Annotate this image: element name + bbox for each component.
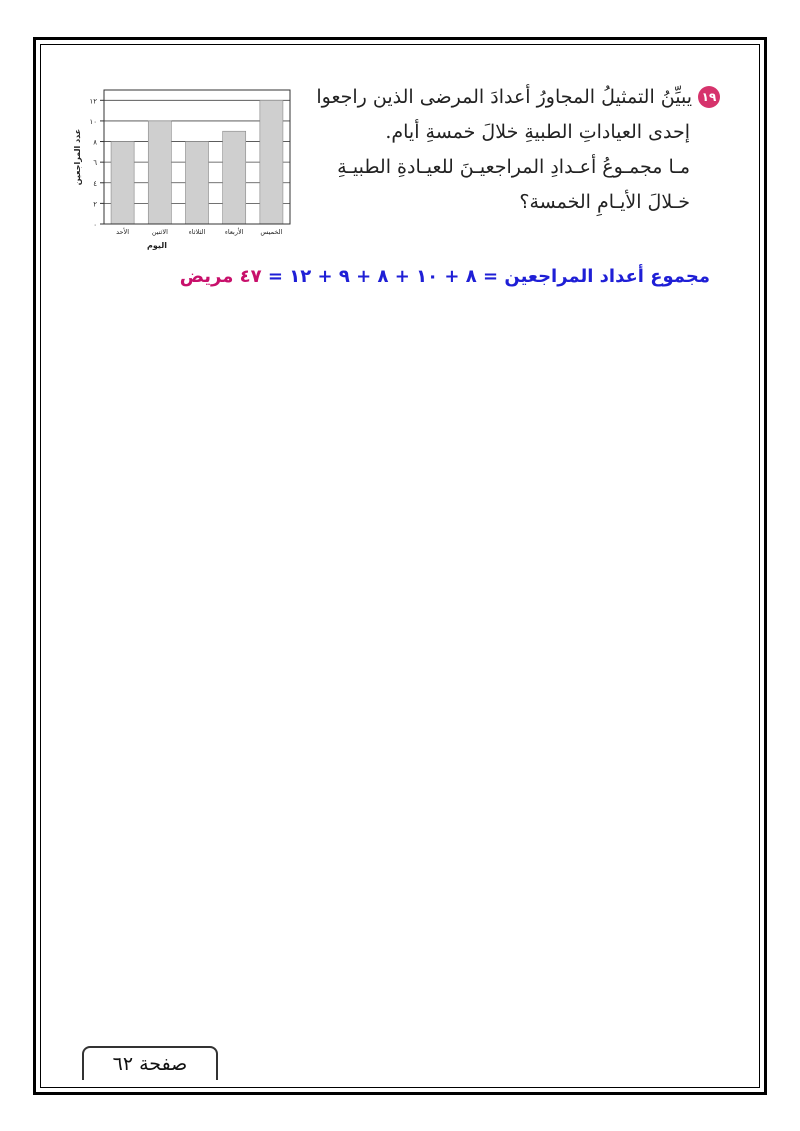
- answer-line: [180, 266, 710, 287]
- question-line-4: خـلالَ الأيـامِ الخمسة؟: [519, 191, 690, 213]
- y-axis-label: عدد المراجعين: [73, 128, 82, 186]
- bar: [111, 142, 134, 224]
- page-number-tab: صفحة ٦٢: [82, 1046, 218, 1080]
- x-axis-label: اليوم: [147, 241, 167, 250]
- x-tick-label: الخميس: [260, 228, 283, 236]
- y-tick-label: ٢: [93, 200, 97, 209]
- x-tick-label: الأحد: [116, 228, 130, 236]
- question-line-3: مـا مجمـوعُ أعـدادِ المراجعيـنَ للعيـادةِ الطبيـةِ: [337, 156, 690, 178]
- y-tick-label: ١٠: [89, 117, 97, 126]
- x-tick-label: الاثنين: [151, 228, 168, 236]
- question-block: [300, 80, 720, 220]
- y-tick-label: ٠: [93, 221, 97, 229]
- answer-expression: = ٨ + ١٠ + ٨ + ٩ + ١٢ =: [261, 266, 499, 287]
- x-tick-label: الثلاثاء: [188, 228, 206, 236]
- y-tick-label: ٤: [93, 179, 97, 188]
- question-number-badge: ١٩: [698, 86, 720, 108]
- answer-label: مجموع أعداد المراجعين: [504, 266, 710, 287]
- bar-chart-svg: [70, 84, 295, 254]
- bar-chart: [70, 84, 295, 254]
- bar: [185, 142, 208, 224]
- answer-result: ٤٧ مريض: [179, 266, 262, 287]
- bar: [148, 121, 171, 224]
- x-tick-label: الأربعاء: [224, 228, 244, 236]
- y-tick-label: ١٢: [89, 97, 97, 106]
- bar: [260, 100, 283, 224]
- question-line-1: [300, 80, 720, 115]
- question-text-1: يبيِّنُ التمثيلُ المجاورُ أعدادَ المرضى الذين راجعوا: [316, 86, 692, 108]
- y-tick-label: ٨: [93, 138, 97, 147]
- question-line-2: إحدى العياداتِ الطبيةِ خلالَ خمسةِ أيام.: [385, 121, 690, 143]
- bar: [223, 131, 246, 224]
- y-tick-label: ٦: [93, 159, 97, 168]
